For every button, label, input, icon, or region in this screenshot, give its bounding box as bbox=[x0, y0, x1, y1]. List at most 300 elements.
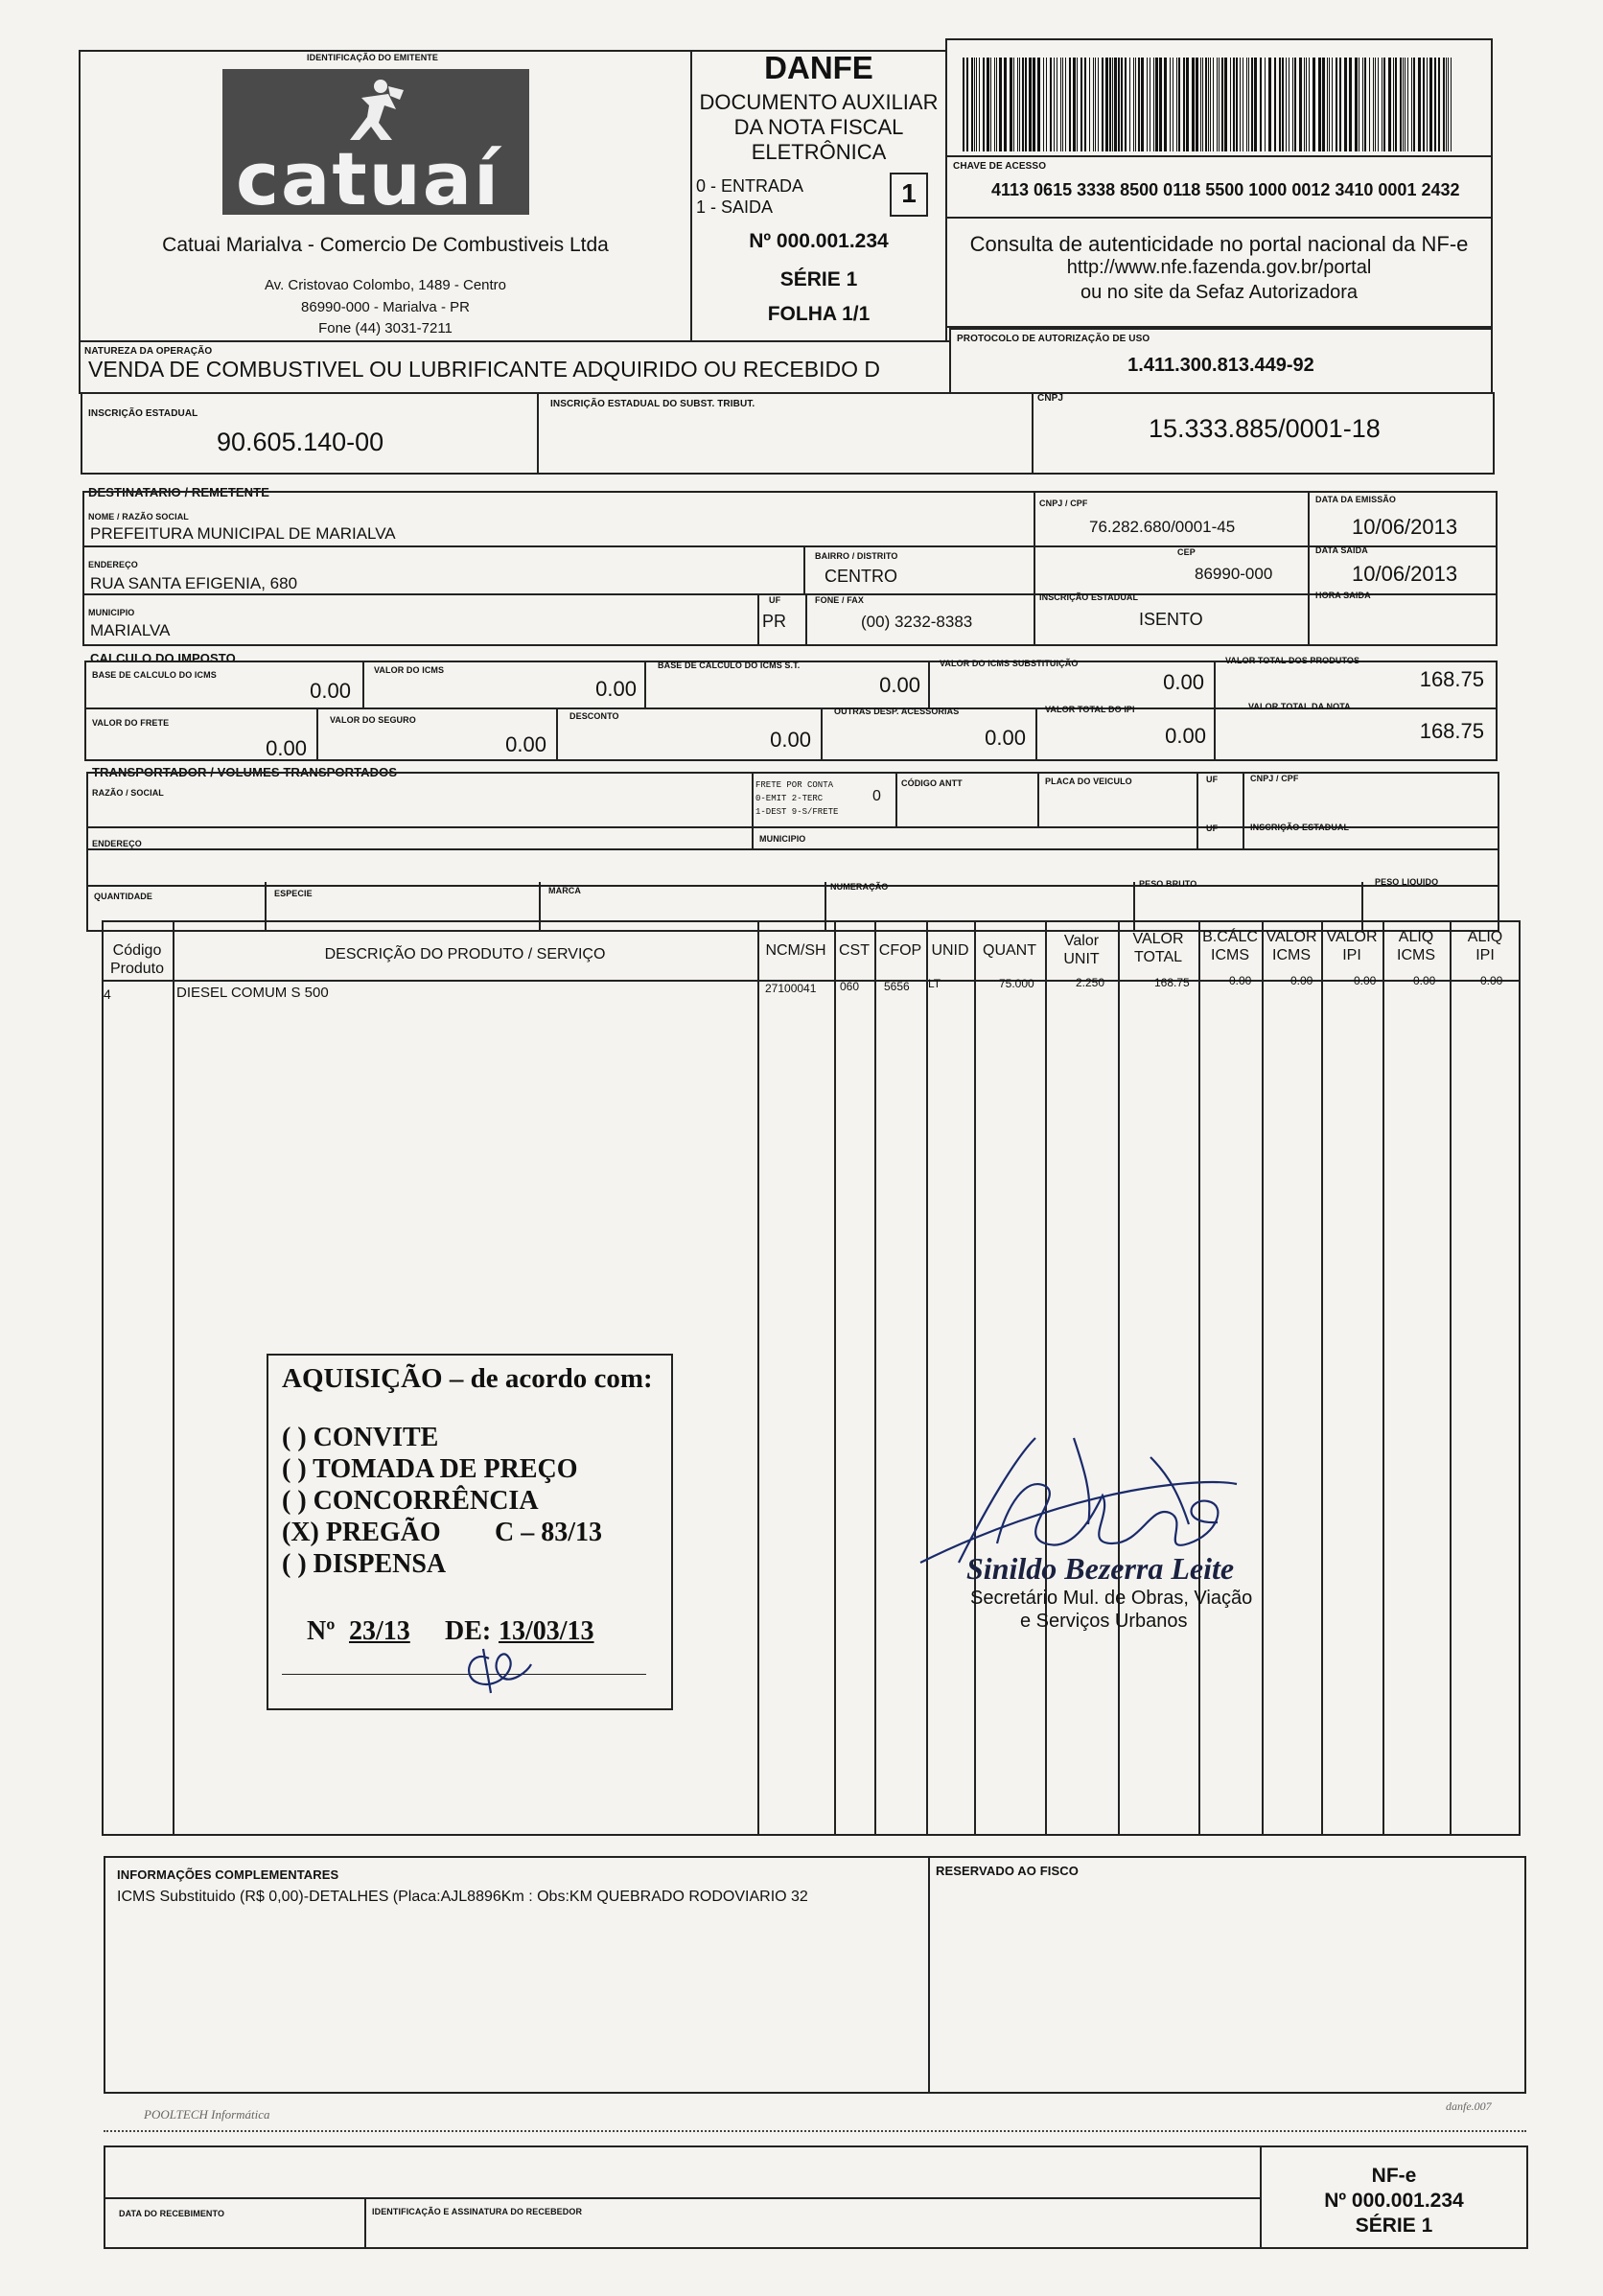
barcode-bar bbox=[1159, 58, 1162, 151]
signature-role-2: e Serviços Urbanos bbox=[1020, 1611, 1188, 1632]
col-vipi-2: IPI bbox=[1342, 947, 1361, 963]
barcode-bar bbox=[1017, 58, 1018, 151]
bc-icms: 0.00 bbox=[310, 679, 351, 703]
form-code: danfe.007 bbox=[1446, 2099, 1492, 2113]
dest-municipio-label: MUNICIPIO bbox=[88, 608, 135, 617]
barcode-bar bbox=[1327, 58, 1328, 151]
barcode-bar bbox=[1219, 58, 1220, 151]
barcode-bar bbox=[1029, 58, 1032, 151]
placa-label: PLACA DO VEICULO bbox=[1045, 777, 1132, 786]
danfe-entrada: 0 - ENTRADA bbox=[696, 176, 804, 196]
ie-st-label: INSCRIÇÃO ESTADUAL DO SUBST. TRIBUT. bbox=[550, 399, 755, 409]
ipi: 0.00 bbox=[1165, 724, 1206, 748]
barcode-bar bbox=[1282, 58, 1284, 151]
barcode-bar bbox=[1332, 58, 1333, 151]
barcode-bar bbox=[1147, 58, 1148, 151]
dest-emissao-label: DATA DA EMISSÃO bbox=[1315, 495, 1396, 504]
frete-conta-3: 1-DEST 9-S/FRETE bbox=[755, 807, 839, 817]
ie-label: INSCRIÇÃO ESTADUAL bbox=[88, 408, 198, 419]
icms-st: 0.00 bbox=[1163, 670, 1204, 694]
barcode-bar bbox=[1443, 58, 1445, 151]
dest-bairro: CENTRO bbox=[825, 567, 897, 586]
col-vicms bbox=[1262, 928, 1321, 964]
col-vunit bbox=[1045, 932, 1118, 968]
barcode-bar bbox=[1400, 58, 1402, 151]
protocolo-value: 1.411.300.813.449-92 bbox=[1127, 355, 1314, 376]
row-bc: 0.00 bbox=[1229, 974, 1252, 987]
barcode-bar bbox=[1265, 58, 1266, 151]
emitter-address: Av. Cristovao Colombo, 1489 - Centro bbox=[264, 277, 507, 293]
transp-uf2-label: UF bbox=[1206, 823, 1219, 833]
total-nota: 168.75 bbox=[1419, 719, 1484, 743]
dest-nome-label: NOME / RAZÃO SOCIAL bbox=[88, 512, 189, 522]
barcode-bar bbox=[1010, 58, 1012, 151]
barcode-bar bbox=[1112, 58, 1113, 151]
danfe-tipo: 1 bbox=[901, 178, 917, 208]
barcode-bar bbox=[1013, 58, 1014, 151]
recebimento-label: DATA DO RECEBIMENTO bbox=[119, 2209, 225, 2218]
barcode-bar bbox=[1349, 58, 1352, 151]
barcode-bar bbox=[1109, 58, 1111, 151]
dest-bairro-label: BAIRRO / DISTRITO bbox=[815, 551, 898, 561]
dest-cnpj: 76.282.680/0001-45 bbox=[1089, 518, 1236, 536]
dest-fone: (00) 3232-8383 bbox=[861, 613, 973, 631]
barcode-bar bbox=[1077, 58, 1078, 151]
assinatura-label: IDENTIFICAÇÃO E ASSINATURA DO RECEBEDOR bbox=[372, 2207, 583, 2216]
barcode-bar bbox=[1448, 58, 1449, 151]
barcode-bar bbox=[1268, 58, 1271, 151]
peso-liquido-label: PESO LIQUIDO bbox=[1375, 877, 1439, 887]
barcode-bar bbox=[1105, 58, 1108, 151]
col-vicms-1: VALOR bbox=[1266, 929, 1317, 945]
col-aicms-1: ALIQ bbox=[1398, 929, 1434, 945]
barcode-bar bbox=[1299, 58, 1302, 151]
dest-ie-label: INSCRIÇÃO ESTADUAL bbox=[1039, 592, 1139, 602]
barcode-bar bbox=[1279, 58, 1281, 151]
worker-icon bbox=[342, 77, 409, 144]
danfe-numero: Nº 000.001.234 bbox=[749, 230, 889, 252]
barcode-bar bbox=[1155, 58, 1158, 151]
signature-role-1: Secretário Mul. de Obras, Viação bbox=[970, 1588, 1253, 1609]
barcode-bar bbox=[1246, 58, 1247, 151]
seguro-label: VALOR DO SEGURO bbox=[330, 715, 416, 725]
barcode-bar bbox=[1004, 58, 1007, 151]
frete-conta-2: 0-EMIT 2-TERC bbox=[755, 794, 824, 803]
icms-st-label: VALOR DO ICMS SUBSTITUIÇÃO bbox=[940, 659, 1079, 668]
cnpj-label: CNPJ bbox=[1037, 393, 1064, 404]
barcode-bar bbox=[1240, 58, 1241, 151]
desconto-label: DESCONTO bbox=[569, 711, 619, 721]
barcode-bar bbox=[1438, 58, 1440, 151]
transp-endereco-label: ENDEREÇO bbox=[92, 839, 142, 848]
col-bc-1: B.CÁLC bbox=[1202, 929, 1258, 945]
barcode-bar bbox=[1141, 58, 1144, 151]
barcode-bar bbox=[1411, 58, 1412, 151]
col-aicms-2: ICMS bbox=[1397, 947, 1435, 963]
stamp-opt-pregao-ref: C – 83/13 bbox=[495, 1518, 602, 1547]
col-cfop: CFOP bbox=[878, 942, 922, 959]
barcode-bar bbox=[1251, 58, 1253, 151]
natureza-label: NATUREZA DA OPERAÇÃO bbox=[84, 346, 213, 357]
stamp-opt-dispensa: ( ) DISPENSA bbox=[282, 1549, 447, 1579]
barcode-bar bbox=[1329, 58, 1330, 151]
transp-uf-label: UF bbox=[1206, 775, 1219, 784]
chave-label: CHAVE DE ACESSO bbox=[953, 161, 1047, 172]
barcode-bar bbox=[1025, 58, 1027, 151]
danfe-saida: 1 - SAIDA bbox=[696, 197, 774, 217]
footer-nfe: NF-e bbox=[1371, 2165, 1417, 2187]
info-label: INFORMAÇÕES COMPLEMENTARES bbox=[117, 1867, 339, 1882]
barcode-bar bbox=[1098, 58, 1099, 151]
barcode-bar bbox=[1170, 58, 1171, 151]
dest-saida-label: DATA SAIDA bbox=[1315, 545, 1368, 555]
frete: 0.00 bbox=[266, 736, 307, 760]
row-cst: 060 bbox=[840, 980, 860, 993]
barcode-bar bbox=[1446, 58, 1447, 151]
danfe-title: DANFE bbox=[764, 50, 873, 85]
barcode-bar bbox=[1102, 58, 1104, 151]
barcode-bar bbox=[1286, 58, 1287, 151]
barcode-bar bbox=[1183, 58, 1185, 151]
consulta-line-2: http://www.nfe.fazenda.gov.br/portal bbox=[1066, 257, 1372, 278]
signature-name: Sinildo Bezerra Leite bbox=[966, 1551, 1235, 1586]
barcode-bar bbox=[974, 58, 975, 151]
col-aipi bbox=[1450, 928, 1521, 964]
icms: 0.00 bbox=[595, 677, 637, 701]
stamp-opt-convite: ( ) CONVITE bbox=[282, 1423, 439, 1452]
barcode-bar bbox=[1133, 58, 1134, 151]
barcode-bar bbox=[1213, 58, 1214, 151]
barcode-bar bbox=[1378, 58, 1379, 151]
consulta-line-1: Consulta de autenticidade no portal nacional da NF-e bbox=[969, 232, 1469, 256]
barcode-bar bbox=[971, 58, 973, 151]
dest-hora-label: HORA SAIDA bbox=[1315, 591, 1371, 600]
barcode-bar bbox=[1309, 58, 1310, 151]
barcode-bar bbox=[1434, 58, 1436, 151]
catuai-logo bbox=[222, 69, 529, 215]
dest-saida: 10/06/2013 bbox=[1352, 562, 1458, 586]
col-codigo-1: Código bbox=[112, 942, 162, 959]
row-cfop: 5656 bbox=[884, 980, 910, 993]
barcode-bar bbox=[1089, 58, 1090, 151]
row-vtotal: 168.75 bbox=[1154, 976, 1190, 989]
emitter-name: Catuai Marialva - Comercio De Combustiveis Ltda bbox=[162, 234, 609, 256]
peso-bruto-label: PESO BRUTO bbox=[1139, 879, 1197, 889]
barcode-bar bbox=[1037, 58, 1040, 151]
barcode-bar bbox=[1080, 58, 1082, 151]
cnpj-value: 15.333.885/0001-18 bbox=[1149, 414, 1381, 443]
info-text: ICMS Substituido (R$ 0,00)-DETALHES (Placa:AJL8896Km : Obs:KM QUEBRADO RODOVIARIO 32 bbox=[117, 1889, 808, 1905]
col-ncm: NCM/SH bbox=[765, 942, 826, 959]
barcode-bar bbox=[1294, 58, 1296, 151]
stamp-num-value: 23/13 bbox=[349, 1616, 410, 1646]
barcode-bar bbox=[1065, 58, 1066, 151]
barcode-bar bbox=[1073, 58, 1076, 151]
barcode-bar bbox=[1019, 58, 1020, 151]
barcode-bar bbox=[1022, 58, 1024, 151]
barcode-bar bbox=[990, 58, 991, 151]
barcode-bar bbox=[1405, 58, 1406, 151]
col-vtotal bbox=[1118, 930, 1198, 966]
col-descricao: DESCRIÇÃO DO PRODUTO / SERVIÇO bbox=[324, 946, 606, 962]
stamp-title: AQUISIÇÃO – de acordo com: bbox=[282, 1363, 653, 1394]
barcode-bar bbox=[1388, 58, 1391, 151]
barcode-bar bbox=[1062, 58, 1063, 151]
col-vunit-1: Valor bbox=[1063, 933, 1100, 949]
barcode-bar bbox=[996, 58, 997, 151]
barcode-bar bbox=[1427, 58, 1428, 151]
col-vipi-1: VALOR bbox=[1326, 929, 1378, 945]
col-vicms-2: ICMS bbox=[1272, 947, 1311, 963]
chave-value: 4113 0615 3338 8500 0118 5500 1000 0012 3410 0001 2432 bbox=[991, 180, 1460, 199]
barcode-bar bbox=[1336, 58, 1337, 151]
barcode-bar bbox=[1233, 58, 1235, 151]
barcode-bar bbox=[1033, 58, 1035, 151]
barcode-bar bbox=[1364, 58, 1366, 151]
barcode-bar bbox=[1060, 58, 1061, 151]
barcode-bar bbox=[1403, 58, 1404, 151]
ie-value: 90.605.140-00 bbox=[217, 428, 384, 456]
barcode-bar bbox=[1121, 58, 1123, 151]
barcode-bar bbox=[1224, 58, 1227, 151]
col-aicms bbox=[1382, 928, 1450, 964]
barcode-bar bbox=[1423, 58, 1425, 151]
col-vunit-2: UNIT bbox=[1063, 951, 1100, 967]
barcode-bar bbox=[1236, 58, 1238, 151]
frete-conta-value: 0 bbox=[872, 788, 881, 804]
transp-cnpj-label: CNPJ / CPF bbox=[1250, 774, 1299, 783]
barcode-bar bbox=[1192, 58, 1195, 151]
row-vunit: 2.250 bbox=[1076, 976, 1105, 989]
dest-cep: 86990-000 bbox=[1195, 565, 1273, 583]
barcode-bar bbox=[1135, 58, 1136, 151]
barcode-bar bbox=[1313, 58, 1315, 151]
stamp-date-value: 13/03/13 bbox=[499, 1616, 594, 1646]
frete-label: VALOR DO FRETE bbox=[92, 718, 170, 728]
barcode-bar bbox=[966, 58, 968, 151]
dest-emissao: 10/06/2013 bbox=[1352, 515, 1458, 539]
logo-text: catuaí bbox=[236, 136, 501, 215]
col-vipi bbox=[1321, 928, 1382, 964]
barcode-bar bbox=[1176, 58, 1177, 151]
desconto: 0.00 bbox=[770, 728, 811, 752]
row-quant: 75.000 bbox=[999, 977, 1034, 990]
col-bc bbox=[1198, 928, 1262, 964]
barcode-bar bbox=[1208, 58, 1209, 151]
bc-icms-label: BASE DE CALCULO DO ICMS bbox=[92, 670, 217, 680]
barcode-bar bbox=[1093, 58, 1094, 151]
aquisicao-stamp bbox=[267, 1354, 673, 1710]
barcode-bar bbox=[987, 58, 989, 151]
danfe-subtitle-3: ELETRÔNICA bbox=[751, 140, 887, 164]
ipi-label: VALOR TOTAL DO IPI bbox=[1045, 705, 1135, 714]
barcode-bar bbox=[1375, 58, 1376, 151]
col-bc-2: ICMS bbox=[1211, 947, 1249, 963]
imposto-section: CALCULO DO IMPOSTO bbox=[90, 651, 236, 665]
barcode-bar bbox=[983, 58, 985, 151]
barcode-bar bbox=[1186, 58, 1189, 151]
transp-ie-label: INSCRIÇÃO ESTADUAL bbox=[1250, 823, 1350, 832]
danfe-serie: SÉRIE 1 bbox=[779, 268, 858, 290]
row-codigo: 4 bbox=[104, 986, 111, 1002]
barcode-bar bbox=[1369, 58, 1370, 151]
barcode-bar bbox=[963, 58, 964, 151]
stamp-opt-tomada: ( ) TOMADA DE PREÇO bbox=[282, 1454, 578, 1484]
row-unid: LT bbox=[928, 977, 941, 990]
natureza-value: VENDA DE COMBUSTIVEL OU LUBRIFICANTE ADQUIRIDO OU RECEBIDO D bbox=[88, 357, 881, 382]
barcode-bar bbox=[1118, 58, 1120, 151]
barcode-bar bbox=[1254, 58, 1257, 151]
stamp-initials-icon bbox=[451, 1630, 537, 1697]
frete-conta-1: FRETE POR CONTA bbox=[755, 780, 834, 790]
dest-ie: ISENTO bbox=[1139, 610, 1203, 629]
bc-st: 0.00 bbox=[879, 673, 920, 697]
danfe-subtitle-1: DOCUMENTO AUXILIAR bbox=[699, 90, 939, 114]
total-prod: 168.75 bbox=[1419, 667, 1484, 691]
especie-label: ESPECIE bbox=[274, 889, 313, 898]
barcode-bar bbox=[979, 58, 980, 151]
dest-fone-label: FONE / FAX bbox=[815, 595, 865, 605]
col-aipi-2: IPI bbox=[1475, 947, 1495, 963]
col-aipi-1: ALIQ bbox=[1467, 929, 1503, 945]
antt-label: CÓDIGO ANTT bbox=[901, 778, 963, 788]
dest-municipio: MARIALVA bbox=[90, 621, 171, 639]
barcode-bar bbox=[1248, 58, 1249, 151]
danfe-subtitle-2: DA NOTA FISCAL bbox=[733, 115, 904, 139]
emitter-phone: Fone (44) 3031-7211 bbox=[318, 320, 453, 336]
barcode-bar bbox=[999, 58, 1002, 151]
barcode-bar bbox=[1217, 58, 1218, 151]
numeracao-label: NUMERAÇÃO bbox=[830, 882, 889, 892]
total-nota-label: VALOR TOTAL DA NOTA bbox=[1248, 702, 1351, 711]
barcode-bar bbox=[1046, 58, 1047, 151]
barcode-bar bbox=[1114, 58, 1117, 151]
barcode-bar bbox=[1373, 58, 1374, 151]
barcode-bar bbox=[1084, 58, 1086, 151]
barcode-bar bbox=[1260, 58, 1262, 151]
col-vtotal-1: VALOR bbox=[1132, 931, 1184, 947]
barcode-bar bbox=[1418, 58, 1421, 151]
seguro: 0.00 bbox=[505, 732, 546, 756]
barcode-bar bbox=[1383, 58, 1385, 151]
barcode-bar bbox=[1178, 58, 1180, 151]
barcode-bar bbox=[1413, 58, 1415, 151]
destinatario-box bbox=[82, 491, 1498, 646]
dest-uf-label: UF bbox=[769, 595, 781, 605]
col-codigo-2: Produto bbox=[109, 961, 165, 977]
barcode-bar bbox=[1069, 58, 1071, 151]
stamp-num-label: Nº bbox=[307, 1616, 336, 1646]
dest-cnpj-label: CNPJ / CPF bbox=[1039, 499, 1088, 508]
footer-serie: SÉRIE 1 bbox=[1355, 2215, 1433, 2237]
quantidade-label: QUANTIDADE bbox=[94, 892, 152, 901]
dest-endereco: RUA SANTA EFIGENIA, 680 bbox=[90, 574, 298, 592]
row-descricao: DIESEL COMUM S 500 bbox=[176, 985, 329, 1001]
barcode-bar bbox=[1202, 58, 1203, 151]
marca-label: MARCA bbox=[548, 886, 581, 895]
barcode-bar bbox=[1050, 58, 1052, 151]
barcode-bar bbox=[1322, 58, 1325, 151]
emitter-cep-city: 86990-000 - Marialva - PR bbox=[301, 299, 470, 315]
barcode-bar bbox=[1138, 58, 1140, 151]
barcode-bar bbox=[1274, 58, 1276, 151]
barcode-bar bbox=[1125, 58, 1127, 151]
barcode-bar bbox=[1200, 58, 1201, 151]
barcode-bar bbox=[994, 58, 995, 151]
barcode-bar bbox=[1043, 58, 1044, 151]
consulta-line-3: ou no site da Sefaz Autorizadora bbox=[1080, 282, 1359, 303]
barcode-bar bbox=[1304, 58, 1305, 151]
transportador-section: TRANSPORTADOR / VOLUMES TRANSPORTADOS bbox=[92, 765, 398, 779]
barcode-bar bbox=[1221, 58, 1223, 151]
barcode-bar bbox=[976, 58, 977, 151]
software-credit: POOLTECH Informática bbox=[144, 2107, 270, 2122]
cut-line bbox=[104, 2130, 1526, 2132]
footer-numero: Nº 000.001.234 bbox=[1324, 2190, 1464, 2212]
barcode-bar bbox=[1318, 58, 1321, 151]
barcode-bar bbox=[1339, 58, 1341, 151]
barcode-bar bbox=[1306, 58, 1307, 151]
barcode-bar bbox=[1429, 58, 1432, 151]
barcode bbox=[959, 58, 1457, 151]
bc-st-label: BASE DE CALCULO DO ICMS S.T. bbox=[658, 661, 801, 670]
barcode-bar bbox=[1205, 58, 1207, 151]
stamp-opt-pregao: (X) PREGÃO bbox=[282, 1518, 441, 1547]
dest-endereco-label: ENDEREÇO bbox=[88, 560, 138, 569]
row-aipi: 0.00 bbox=[1480, 974, 1503, 987]
outras-label: OUTRAS DESP. ACESSORIAS bbox=[834, 707, 960, 716]
barcode-bar bbox=[1292, 58, 1293, 151]
barcode-bar bbox=[1344, 58, 1347, 151]
barcode-bar bbox=[1210, 58, 1211, 151]
danfe-folha: FOLHA 1/1 bbox=[767, 303, 871, 325]
col-cst: CST bbox=[839, 942, 870, 959]
barcode-bar bbox=[1395, 58, 1397, 151]
total-prod-label: VALOR TOTAL DOS PRODUTOS bbox=[1225, 656, 1360, 665]
transp-municipio-label: MUNICIPIO bbox=[759, 834, 806, 844]
barcode-bar bbox=[1164, 58, 1167, 151]
barcode-bar bbox=[1196, 58, 1198, 151]
row-vicms: 0.00 bbox=[1290, 974, 1313, 987]
dest-cep-label: CEP bbox=[1177, 547, 1196, 557]
col-unid: UNID bbox=[931, 942, 969, 959]
emitter-id-label: IDENTIFICAÇÃO DO EMITENTE bbox=[307, 53, 438, 62]
destinatario-section: DESTINATARIO / REMETENTE bbox=[88, 485, 269, 499]
barcode-bar bbox=[1451, 58, 1452, 151]
row-vipi: 0.00 bbox=[1354, 974, 1377, 987]
col-codigo bbox=[102, 941, 173, 978]
barcode-bar bbox=[1230, 58, 1231, 151]
icms-label: VALOR DO ICMS bbox=[374, 665, 445, 675]
protocolo-label: PROTOCOLO DE AUTORIZAÇÃO DE USO bbox=[957, 334, 1150, 344]
barcode-bar bbox=[1393, 58, 1394, 151]
barcode-bar bbox=[1362, 58, 1363, 151]
col-quant: QUANT bbox=[983, 942, 1036, 959]
col-vtotal-2: TOTAL bbox=[1133, 949, 1183, 965]
barcode-bar bbox=[1054, 58, 1055, 151]
row-ncm: 27100041 bbox=[765, 982, 817, 995]
stamp-opt-concorrencia: ( ) CONCORRÊNCIA bbox=[282, 1486, 539, 1516]
outras: 0.00 bbox=[985, 726, 1026, 750]
barcode-bar bbox=[1407, 58, 1408, 151]
stamp-date-label: DE: bbox=[445, 1616, 492, 1646]
row-aicms: 0.00 bbox=[1413, 974, 1436, 987]
barcode-bar bbox=[1153, 58, 1154, 151]
dest-nome: PREFEITURA MUNICIPAL DE MARIALVA bbox=[90, 524, 396, 543]
fisco-label: RESERVADO AO FISCO bbox=[936, 1864, 1079, 1878]
razao-label: RAZÃO / SOCIAL bbox=[92, 788, 164, 798]
dest-uf: PR bbox=[762, 612, 787, 631]
